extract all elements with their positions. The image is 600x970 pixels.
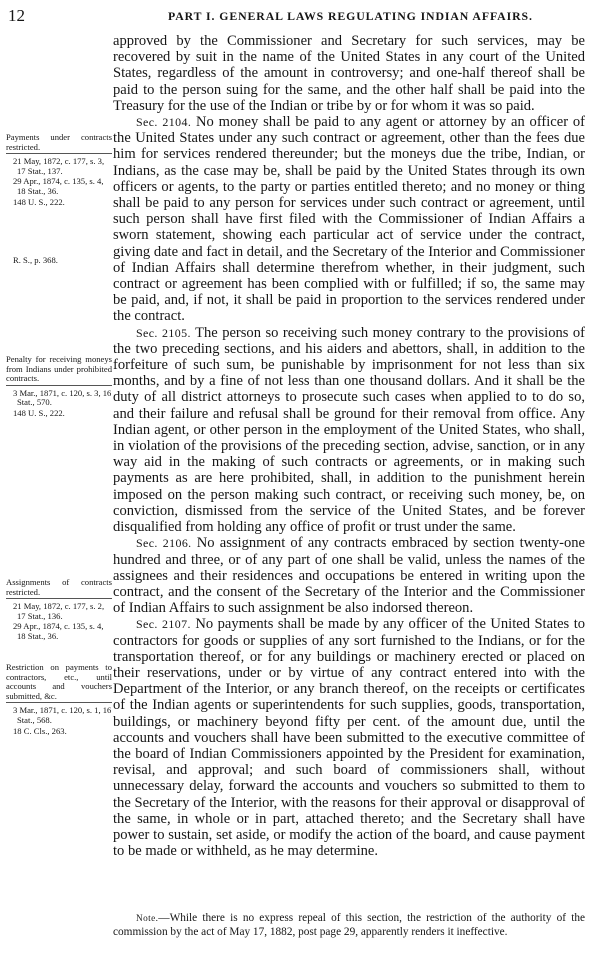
section-label: Sec. 2107.	[136, 617, 191, 632]
section-label: Sec. 2105.	[136, 325, 191, 340]
margin-note-sec-2107	[6, 663, 112, 737]
margin-note-citation: 3 Mar., 1871, c. 120, s. 1, 16 Stat., 568.	[13, 705, 112, 725]
note-text: —While there is no express repeal of this section, the restriction of the authority of the commission by the act of May 17, 1882, post page 29, apparently renders it ineffective.	[113, 912, 585, 939]
editorial-note	[113, 912, 585, 940]
section-2107	[113, 616, 585, 859]
section-text: The person so receiving such money contrary to the provisions of the two preceding sections, and his aiders and abettors, shall, in addition to the forfeiture of such sum, be punishable by imprisonment for not less than six months, and by a fine of not less than one thousand dollars. And it shall be the duty of all district attorneys to prosecute such cases when applied to to do so, and their failure and refusal shall be ground for their removal from office. Any Indian agent, or other person in the employment of the United States, who shall, in violation of the provisions of the preceding section, advise, sanction, or in any way aid in the making of such contracts or agreements, or in making such payments as are here prohibited, shall, in addition to the punishment herein imposed on the person making such contract, or receiving such money, be, on conviction, dismissed from the service of the United States, and be forever disqualified from holding any office of profit or trust under the same.	[113, 324, 586, 536]
margin-note-sec-2105	[6, 355, 112, 420]
margin-note-caption: Assignments of contracts restricted.	[6, 578, 112, 599]
section-text: No money shall be paid to any agent or attorney by an officer of the United States under any such contract or agreement, other than the fees due him for services rendered thereunder; but the moneys due the tribe, Indian, or Indians, as the case may be, shall be paid by the United States through its own officers or agents, to the party or parties entitled thereto; and no money or thing shall be paid to any person for services under such contract or agreement, until such person shall have first filed with the Commissioner of Indian Affairs a sworn statement, showing each particular act of service under the contract, giving date and fact in detail, and the Secretary of the Interior and Commissioner of Indian Affairs shall determine therefrom whether, in their judgment, such contract or agreement has been complied with or fulfilled; if so, the same may be paid, and, if not, it shall be paid in proportion to the services rendered under the contract.	[113, 114, 586, 325]
margin-note-citation: 148 U. S., 222.	[13, 407, 65, 418]
margin-note-caption: Penalty for receiving moneys from Indians under prohibited contracts.	[6, 355, 112, 386]
running-title: PART I. GENERAL LAWS REGULATING INDIAN AFFAIRS.	[168, 9, 533, 23]
margin-note-citation: 21 May, 1872, c. 177, s. 2, 17 Stat., 136.	[13, 601, 105, 621]
margin-note-citation: 3 Mar., 1871, c. 120, s. 3, 16 Stat., 570.	[13, 387, 112, 408]
page-number: 12	[8, 6, 25, 25]
section-label: Sec. 2104.	[136, 115, 192, 130]
margin-note-citation: R. S., p. 368.	[13, 255, 58, 265]
page-header	[6, 6, 594, 28]
margin-note-citation: 21 May, 1872, c. 177, s. 3, 17 Stat., 137.	[13, 156, 105, 176]
statute-text	[113, 33, 585, 859]
section-text: No assignment of any contracts embraced by section twenty-one hundred and three, or of any part of one shall be valid, unless the names of the assignees and their residences and occupations be entered in writing upon the contract, and the consent of the Secretary of the Interior and the Commissioner of Indian Affairs to such assignment be also indorsed thereon.	[113, 535, 586, 617]
continued-paragraph: approved by the Commissioner and Secretary for such services, may be recovered by suit in the name of the United States in any court of the United States, regardless of the amount in controversy; and one-half thereof shall be paid to the person suing for the same, and the other half shall be paid into the Treasury for the use of the Indian or tribe by or for whom it was so paid.	[113, 33, 585, 114]
section-2104	[113, 114, 585, 325]
margin-note-sec-2104	[6, 133, 112, 208]
margin-note-citation: 29 Apr., 1874, c. 135, s. 4, 18 Stat., 36.	[13, 176, 104, 196]
section-text: No payments shall be made by any officer of the United States to contractors for goods or supplies of any sort furnished to the Indians, or for the transportation thereof, or for any buildings or machinery erected or placed on their reservations, under or by virtue of any contract entered into with the Department of the Interior, or any branch thereof, on the receipts or certificates of the Indian agents or superintendents for such supplies, goods, transportation, buildings, or machinery beyond fifty per cent. of the amount due, until the accounts and vouchers shall have been submitted to the executive committee of the board of Indian Commissioners appointed by the President for examination, revisal, and approval; and such board of commissioners shall, without unnecessary delay, forward the accounts and vouchers so submitted to them to the Secretary of the Interior, with the reasons for their approval or disapproval of the same, in whole or in part, attached thereto; and the Secretary shall have power to sustain, set aside, or modify the action of the board, and cause payment to be made or withheld, as he may determine.	[113, 616, 586, 860]
margin-note-revised-statutes	[6, 256, 112, 267]
margin-note-sec-2106	[6, 578, 112, 643]
margin-note-citation: 29 Apr., 1874, c. 135, s. 4, 18 Stat., 36.	[13, 621, 104, 641]
note-label: Note.	[136, 914, 159, 924]
section-label: Sec. 2106.	[136, 536, 192, 551]
section-2105	[113, 325, 585, 536]
section-2106	[113, 535, 585, 616]
margin-note-caption: Payments under contracts restricted.	[6, 133, 112, 154]
margin-note-caption: Restriction on payments to contractors, etc., until accounts and vouchers submitted, &c.	[6, 663, 112, 703]
margin-note-citation: 148 U. S., 222.	[13, 196, 65, 207]
margin-note-citation: 18 C. Cls., 263.	[13, 725, 67, 736]
